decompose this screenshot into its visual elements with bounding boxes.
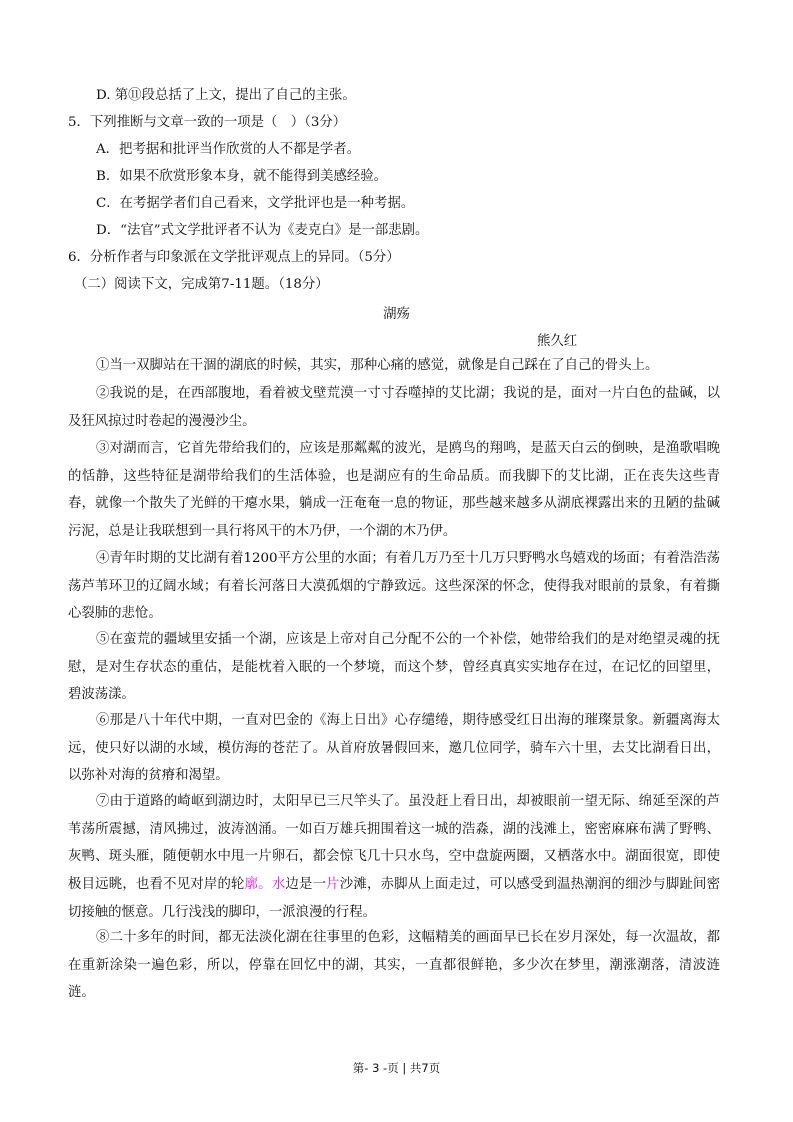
q5-option-d: D．“法官”式文学批评者不认为《麦克白》是一部悲剧。	[96, 223, 429, 238]
paragraph-7-highlight-2: 片	[326, 877, 340, 893]
q5-stem: 5．下列推断与文章一致的一项是（ ）（3分）	[68, 115, 347, 130]
paragraph-7-highlight-1: 廓。水	[244, 877, 286, 893]
paragraph-7-part-b: 边是一	[285, 877, 327, 893]
paragraph-2: ②我说的是，在西部腹地，看着被戈壁荒漠一寸寸吞噬掉的艾比湖；我说的是，面对一片白色的盐碱，以及狂风掠过时卷起的漫漫沙尘。	[68, 386, 720, 429]
paragraph-7-part-a: ⑦由于道路的崎岖到湖边时，太阳早已三尺竿头了。虽没赶上看日出，却被眼前一望无际、绵延至深的芦苇荡所震撼，清风拂过，波涛汹涌。一如百万雄兵拥围着这一城的浩淼，湖的浅滩上，密密麻麻布满了野鸭、灰鸭、斑头雁，随便朝水中甩一片卵石，都会惊飞几十只水鸟，空中盘旋两圈，又栖落水中。湖面很宽，即使极目远眺，也看不见对岸的轮	[68, 794, 720, 893]
section2-heading: （二）阅读下文，完成第7-11题。（18分）	[74, 277, 329, 292]
q4-option-d: D. 第⑪段总括了上文，提出了自己的主张。	[96, 88, 356, 103]
page-footer: 第- 3 -页 | 共7页	[352, 1061, 441, 1075]
q6-stem: 6．分析作者与印象派在文学批评观点上的异同。（5分）	[68, 250, 400, 265]
q5-option-c: C．在考据学者们自己看来，文学批评也是一种考据。	[96, 196, 415, 211]
paragraph-7-part-c: 沙滩，赤脚从上面走过，可以感受到温热潮润的细沙与脚趾间密切接触的惬意。几行浅浅的脚印，一派浪漫的行程。	[68, 877, 721, 920]
paragraph-4: ④青年时期的艾比湖有着1200平方公里的水面；有着几万乃至十几万只野鸭水鸟嬉戏的场面；有着浩浩荡荡芦苇环卫的辽阔水域；有着长河落日大漠孤烟的宁静致远。这些深深的怀念，使得我对眼前的景象，有着撕心裂肺的悲怆。	[68, 551, 720, 622]
article-title: 湖殇	[383, 307, 410, 322]
q5-option-b: B．如果不欣赏形象本身，就不能得到美感经验。	[96, 169, 388, 184]
article-author: 熊久红	[537, 334, 578, 349]
paragraph-7	[68, 788, 720, 927]
paragraph-5: ⑤在蛮荒的疆域里安插一个湖，应该是上帝对自己分配不公的一个补偿，她带给我们的是对绝望灵魂的抚慰，是对生存状态的重估，是能枕着入眠的一个梦境，而这个梦，曾经真真实实地存在过，在记忆的回望里，碧波荡漾。	[68, 632, 720, 703]
paragraph-3: ③对湖而言，它首先带给我们的，应该是那粼粼的波光，是鸥鸟的翔鸣，是蓝天白云的倒映，是渔歌唱晚的恬静，这些特征是湖带给我们的生活体验，也是湖应有的生命品质。而我脚下的艾比湖，正在丧失这些青春，就像一个散失了光鲜的干瘪水果，躺成一汪奄奄一息的物证，那些越来越多从湖底裸露出来的丑陋的盐碱污泥，总是让我联想到一具行将风干的木乃伊，一个湖的木乃伊。	[68, 441, 720, 540]
paragraph-6: ⑥那是八十年代中期，一直对巴金的《海上日出》心存缱绻，期待感受红日出海的璀璨景象。新疆离海太远，使只好以湖的水域，模仿海的苍茫了。从首府放暑假回来，邀几位同学，骑车六十里，去艾比湖看日出，以弥补对海的贫瘠和渴望。	[68, 713, 720, 784]
paragraph-8: ⑧二十多年的时间，都无法淡化湖在往事里的色彩，这幅精美的画面早已长在岁月深处，每一次温故，都在重新涂染一遍色彩，所以，停靠在回忆中的湖，其实，一直都很鲜艳，多少次在梦里，潮涨潮落，清波涟涟。	[68, 930, 720, 1001]
q5-option-a: A．把考据和批评当作欣赏的人不都是学者。	[96, 142, 361, 157]
paragraph-1: ①当一双脚站在干涸的湖底的时候，其实，那种心痛的感觉，就像是自己踩在了自己的骨头上。	[96, 358, 659, 373]
